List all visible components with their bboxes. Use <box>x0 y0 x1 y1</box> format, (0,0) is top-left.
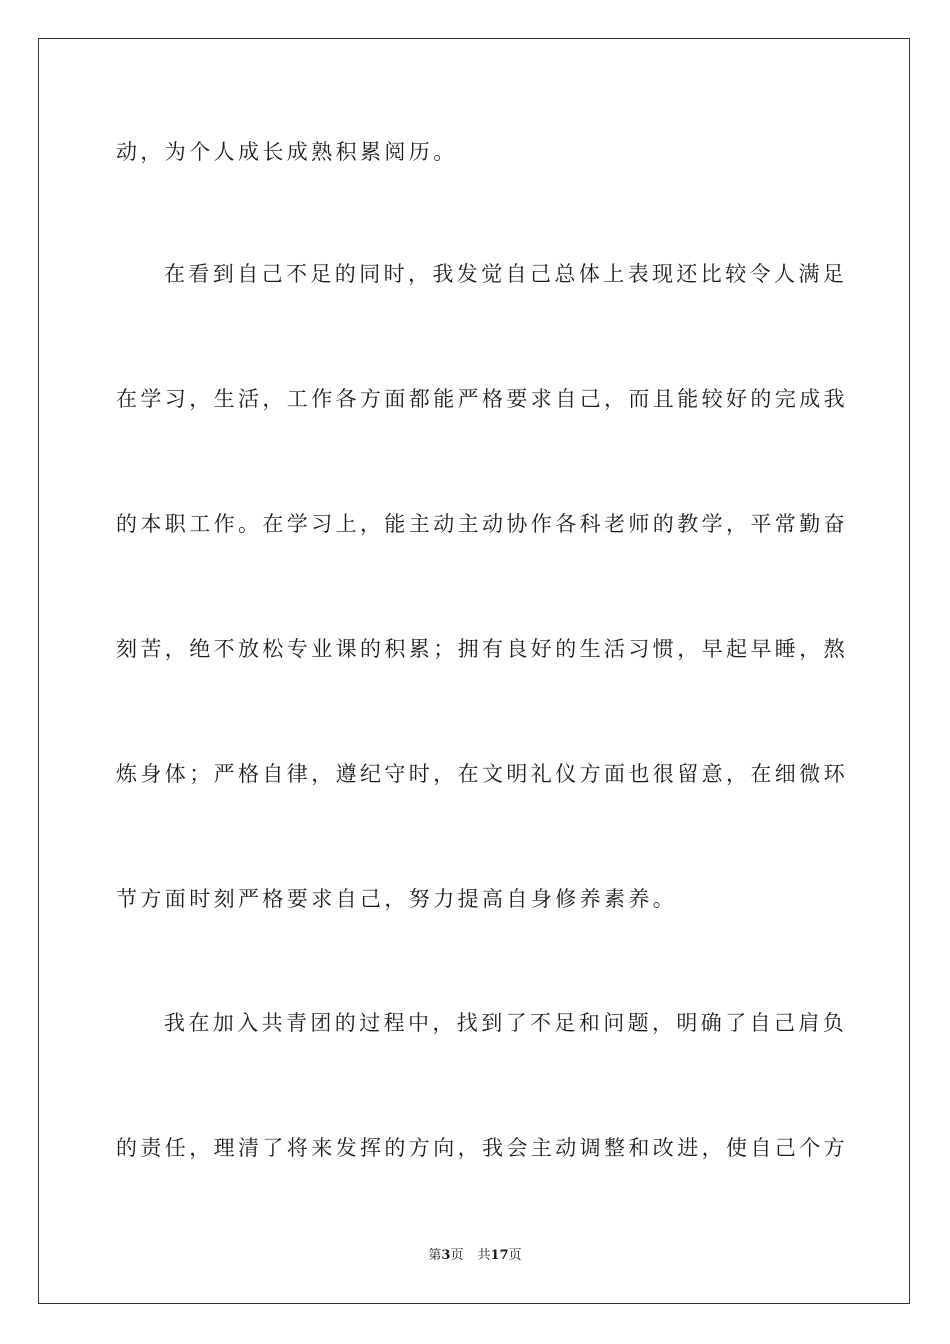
text-line: 在学习，生活，工作各方面都能严格要求自己，而且能较好的完成我 <box>116 387 848 411</box>
footer-total-suffix: 页 <box>508 1248 522 1263</box>
footer-page-prefix: 第 <box>428 1248 442 1263</box>
text-line: 的本职工作。在学习上，能主动主动协作各科老师的教学，平常勤奋 <box>116 512 848 536</box>
paragraph-first-line: 我在加入共青团的过程中，找到了不足和问题，明确了自己肩负 <box>164 1011 848 1035</box>
text-line: 刻苦，绝不放松专业课的积累；拥有良好的生活习惯，早起早睡，熬 <box>116 637 848 661</box>
text-line: 节方面时刻严格要求自己，努力提高自身修养素养。 <box>116 887 678 911</box>
text-line: 炼身体；严格自律，遵纪守时，在文明礼仪方面也很留意，在细微环 <box>116 762 848 786</box>
text-line: 动，为个人成长成熟积累阅历。 <box>116 140 458 164</box>
text-line: 的责任，理清了将来发挥的方向，我会主动调整和改进，使自己个方 <box>116 1136 848 1160</box>
footer-page-number: 3 <box>441 1248 451 1263</box>
page-border <box>38 38 910 1304</box>
footer-total-pages: 17 <box>490 1248 509 1263</box>
paragraph-first-line: 在看到自己不足的同时，我发觉自己总体上表现还比较令人满足 <box>164 262 848 286</box>
footer-page-suffix: 页 <box>450 1248 464 1263</box>
page-footer <box>0 1247 950 1265</box>
footer-total-prefix: 共 <box>477 1248 491 1263</box>
